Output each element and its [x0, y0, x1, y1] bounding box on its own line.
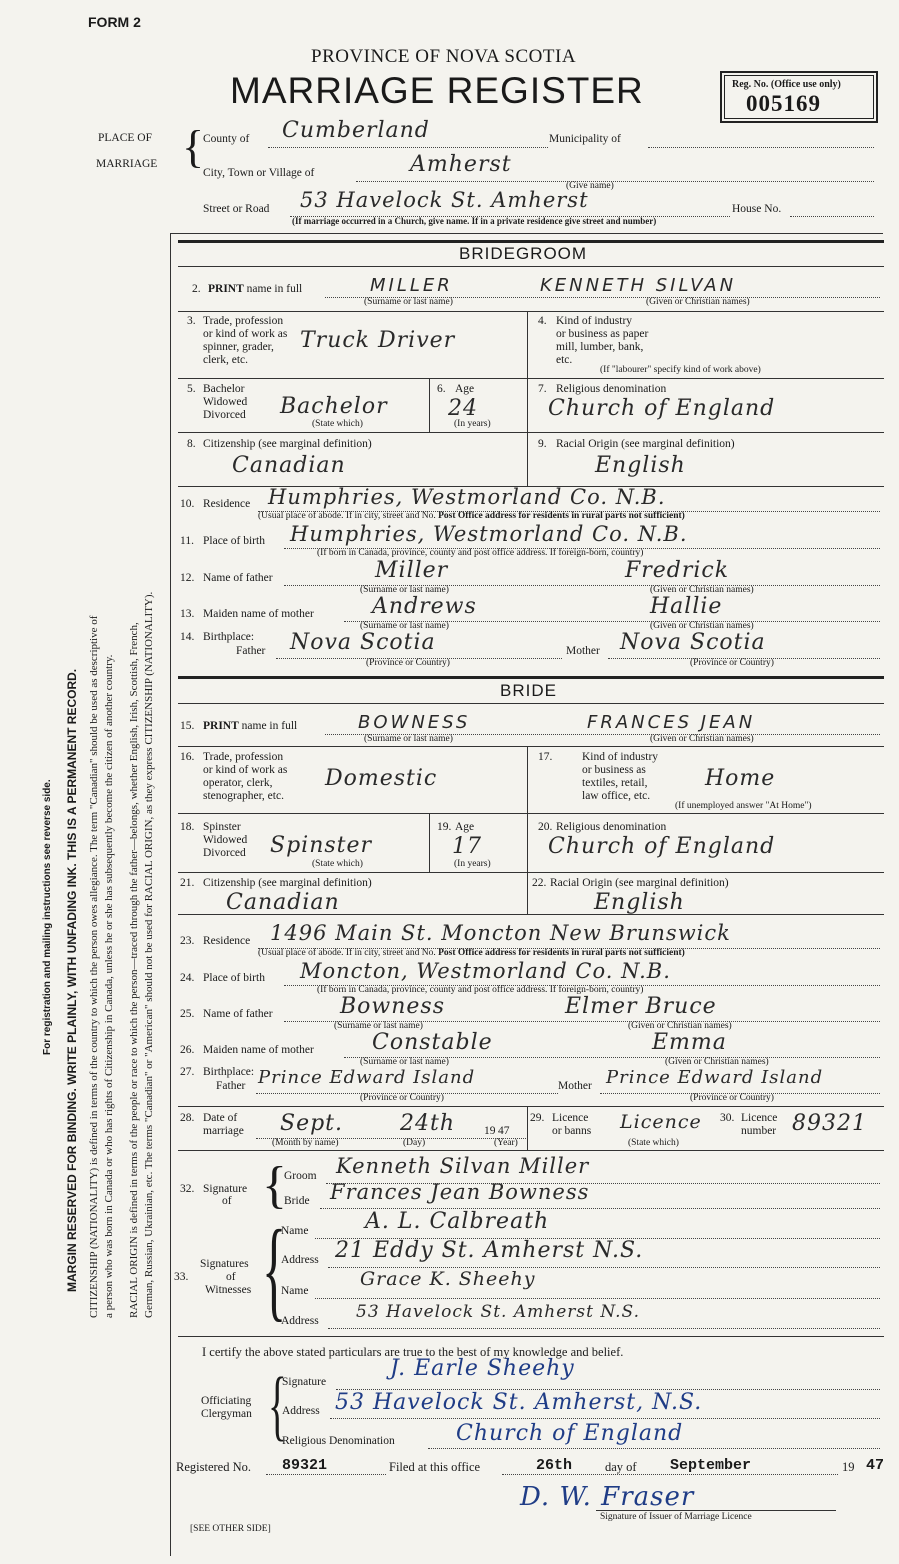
city-value: Amherst	[410, 152, 512, 177]
bp-mother-caption: (Province or Country)	[690, 658, 774, 668]
licno-label-l2: number	[741, 1125, 777, 1137]
margin-racial-def-1: RACIAL ORIGIN is defined in terms of the people or race to which the person—traced through the father—belongs, whether English, Irish, Scottish, French,	[128, 622, 140, 1318]
residence-note-b: Post Office address for residents in rural parts not sufficient)	[438, 511, 685, 521]
groom-trade-l1: Trade, profession	[203, 315, 284, 327]
bride-ind-l3: textiles, retail,	[582, 777, 648, 789]
wit-label-l1: Signatures	[200, 1258, 249, 1270]
off-label-l2: Clergyman	[201, 1408, 252, 1420]
bride-surname: BOWNESS	[358, 712, 471, 733]
bride-ind-l4: law office, etc.	[582, 790, 651, 802]
off-address-line	[330, 1418, 880, 1419]
residence-note-b: Post Office address for residents in rural parts not sufficient)	[438, 948, 685, 958]
rule	[178, 311, 884, 312]
bride-bp-label: Birthplace:	[203, 1066, 255, 1078]
bride-bp-mother-caption: (Province or Country)	[690, 1093, 774, 1103]
bride-print-label	[203, 720, 297, 733]
groom-n14: 14.	[180, 631, 195, 643]
father-given-caption: (Given or Christian names)	[650, 585, 754, 595]
bride-status: Spinster	[270, 833, 373, 858]
groom-status: Bachelor	[280, 394, 388, 419]
bride-n24: 24.	[180, 972, 195, 984]
bride-given-caption: (Given or Christian names)	[650, 734, 754, 744]
groom-n12: 12.	[180, 572, 195, 584]
w2-address: 53 Havelock St. Amherst N.S.	[356, 1302, 640, 1322]
groom-bp-label: Birthplace:	[203, 631, 255, 643]
page-title: MARRIAGE REGISTER	[230, 70, 644, 111]
wit-label-l3: Witnesses	[205, 1284, 252, 1296]
registered-label: Registered No.	[176, 1460, 251, 1474]
w2-name-line	[315, 1298, 880, 1299]
groom-ind-l1: Kind of industry	[556, 315, 633, 327]
off-denom-line	[428, 1448, 880, 1449]
place-label-a: PLACE OF	[98, 132, 152, 144]
bride-residence-label: Residence	[203, 935, 251, 947]
groom-n6: 6.	[437, 383, 446, 395]
off-denom-label: Religious Denomination	[282, 1435, 395, 1447]
rule	[178, 676, 884, 679]
form-number: FORM 2	[88, 14, 141, 30]
bride-bp-father-label: Father	[216, 1080, 246, 1092]
year-prefix: 19	[484, 1125, 496, 1137]
bride-bp-father-caption: (Province or Country)	[360, 1093, 444, 1103]
bride-trade-l4: stenographer, etc.	[203, 790, 284, 802]
bride-age: 17	[452, 834, 482, 859]
bride-citizenship: Canadian	[226, 890, 340, 915]
margin-citizenship-def-1: CITIZENSHIP (NATIONALITY) is defined in terms of the country to which the person owes allegiance. The term "Canadian" should be used as descriptive of	[88, 615, 100, 1318]
groom-father-surname: Miller	[375, 558, 449, 583]
county-value: Cumberland	[282, 118, 430, 143]
groom-trade-l2: or kind of work as	[203, 328, 288, 340]
groom-bp-mother-label: Mother	[566, 645, 600, 657]
w2-address-label: Address	[281, 1315, 319, 1327]
groom-mother-surname: Andrews	[372, 594, 477, 619]
bride-n23: 23.	[180, 935, 195, 947]
off-address-label: Address	[282, 1405, 320, 1417]
bride-residence: 1496 Main St. Moncton New Brunswick	[270, 921, 731, 945]
groom-status-l3: Divorced	[203, 409, 246, 421]
groom-ind-l3: mill, lumber, bank,	[556, 341, 644, 353]
given-caption: (Given or Christian names)	[646, 297, 750, 307]
bride-signature: Frances Jean Bowness	[330, 1180, 590, 1204]
state-which-caption: (State which)	[312, 419, 363, 429]
groom-father-label: Name of father	[203, 572, 273, 584]
bride-state-which: (State which)	[312, 859, 363, 869]
groom-ind-note: (If "labourer" specify kind of work above)	[600, 365, 761, 375]
bride-n27: 27.	[180, 1066, 195, 1078]
groom-ind-l2: or business as paper	[556, 328, 649, 340]
bride-n20: 20.	[538, 821, 553, 833]
bride-status-l2: Widowed	[203, 834, 248, 846]
w2-name-label: Name	[281, 1285, 309, 1297]
bride-given: FRANCES JEAN	[587, 712, 756, 733]
surname-caption: (Surname or last name)	[364, 297, 453, 307]
licence-state-which: (State which)	[628, 1138, 679, 1148]
groom-residence: Humphries, Westmorland Co. N.B.	[268, 485, 666, 509]
groom-n5: 5.	[187, 383, 196, 395]
rule	[178, 1150, 884, 1151]
rule	[527, 311, 528, 378]
rule	[178, 240, 884, 243]
month-caption: (Month by name)	[272, 1138, 339, 1148]
groom-racial: English	[595, 453, 686, 478]
groom-age: 24	[448, 396, 478, 421]
wit-n33: 33.	[174, 1271, 189, 1283]
bride-n22: 22.	[532, 877, 547, 889]
county-label: County of	[203, 133, 250, 145]
place-label-b: MARRIAGE	[96, 158, 158, 170]
bride-mother-surname-caption: (Surname or last name)	[360, 1057, 449, 1067]
bride-status-l3: Divorced	[203, 847, 246, 859]
certify-statement: I certify the above stated particulars are true to the best of my knowledge and belief.	[202, 1345, 624, 1359]
bride-mother-given: Emma	[652, 1030, 727, 1055]
marriage-year: 47	[498, 1125, 510, 1137]
rule	[429, 813, 430, 872]
father-surname-caption: (Surname or last name)	[360, 585, 449, 595]
city-line	[356, 181, 874, 182]
residence-note-a: (Usual place of abode. If in city, street and No.	[258, 948, 436, 958]
give-name-caption: (Give name)	[566, 181, 614, 191]
date-label-l1: Date of	[203, 1112, 238, 1124]
bride-n16: 16.	[180, 751, 195, 763]
groom-n8: 8.	[187, 438, 196, 450]
house-label: House No.	[732, 203, 782, 215]
groom-bp-father: Nova Scotia	[290, 630, 436, 655]
bride-racial: English	[594, 890, 685, 915]
bride-status-l1: Spinster	[203, 821, 241, 833]
licence-label-l1: Licence	[552, 1112, 589, 1124]
marriage-n28: 28.	[180, 1112, 195, 1124]
w1-address-label: Address	[281, 1254, 319, 1266]
groom-father-given: Fredrick	[625, 558, 730, 583]
rule	[178, 378, 884, 379]
bride-mother-label: Maiden name of mother	[203, 1044, 314, 1056]
groom-trade-l3: spinner, grader,	[203, 341, 274, 353]
bride-n25: 25.	[180, 1008, 195, 1020]
rule	[429, 378, 430, 432]
residence-note	[258, 511, 685, 521]
street-label: Street or Road	[203, 203, 270, 215]
bride-father-given: Elmer Bruce	[565, 994, 717, 1019]
groom-citizenship-label: Citizenship (see marginal definition)	[203, 438, 372, 450]
bp-father-caption: (Province or Country)	[366, 658, 450, 668]
groom-religion: Church of England	[548, 396, 776, 421]
groom-print-label	[208, 283, 302, 296]
bride-ind-note: (If unemployed answer "At Home")	[675, 801, 812, 811]
filed-year: 47	[866, 1457, 885, 1474]
bride-surname-caption: (Surname or last name)	[364, 734, 453, 744]
w2-name: Grace K. Sheehy	[360, 1268, 536, 1290]
licence-type: Licence	[620, 1111, 702, 1133]
name-in-full-label: name in full	[246, 283, 303, 295]
name-in-full-label: name in full	[241, 720, 298, 732]
bride-trade-l1: Trade, profession	[203, 751, 284, 763]
residence-note-a: (Usual place of abode. If in city, street and No.	[258, 511, 436, 521]
w1-name-label: Name	[281, 1225, 309, 1237]
rule	[527, 378, 528, 432]
groom-given: KENNETH SILVAN	[540, 275, 737, 296]
reg-number-box	[720, 71, 878, 123]
bride-bp-mother: Prince Edward Island	[606, 1067, 824, 1088]
rule	[178, 703, 884, 704]
groom-n13: 13.	[180, 608, 195, 620]
in-years-caption: (In years)	[454, 419, 491, 429]
groom-bp-father-label: Father	[236, 645, 266, 657]
mother-surname-caption: (Surname or last name)	[360, 621, 449, 631]
groom-status-l2: Widowed	[203, 396, 248, 408]
province-title: PROVINCE OF NOVA SCOTIA	[311, 46, 577, 67]
bride-father-surname-caption: (Surname or last name)	[334, 1021, 423, 1031]
groom-n3: 3.	[187, 315, 196, 327]
w1-address: 21 Eddy St. Amherst N.S.	[335, 1238, 644, 1263]
rule	[178, 813, 884, 814]
bride-heading: BRIDE	[500, 681, 557, 700]
groom-n2: 2.	[192, 283, 201, 295]
bride-religion: Church of England	[548, 834, 776, 859]
bride-bp-mother-label: Mother	[558, 1080, 592, 1092]
groom-n10: 10.	[180, 498, 195, 510]
year-caption: (Year)	[494, 1138, 518, 1148]
registered-number: 89321	[282, 1457, 328, 1474]
rule	[178, 746, 884, 747]
groom-signature: Kenneth Silvan Miller	[336, 1154, 590, 1178]
bride-birth-label: Place of birth	[203, 972, 265, 984]
bridegroom-heading: BRIDEGROOM	[459, 244, 588, 263]
bride-ind-l2: or business as	[582, 764, 646, 776]
bride-sig-label: Bride	[284, 1195, 310, 1207]
city-label: City, Town or Village of	[203, 167, 315, 179]
see-other-side: [SEE OTHER SIDE]	[190, 1524, 271, 1534]
issuer-caption: Signature of Issuer of Marriage Licence	[600, 1512, 752, 1522]
licence-number: 89321	[792, 1111, 867, 1136]
sig-brace: {	[262, 1157, 287, 1214]
bride-ind: Home	[705, 766, 776, 791]
date-label-l2: marriage	[203, 1125, 244, 1137]
reg-number: 005169	[746, 91, 821, 116]
groom-ind-l4: etc.	[556, 354, 573, 366]
groom-birth-label: Place of birth	[203, 535, 265, 547]
licence-label-l2: or banns	[552, 1125, 592, 1137]
marriage-day: 24th	[400, 1111, 456, 1136]
bride-n26: 26.	[180, 1044, 195, 1056]
street-value: 53 Havelock St. Amherst	[300, 188, 589, 212]
rule	[178, 872, 884, 873]
sig-label-l1: Signature	[203, 1183, 248, 1195]
bride-racial-label: Racial Origin (see marginal definition)	[550, 877, 729, 889]
bride-ind-l1: Kind of industry	[582, 751, 659, 763]
place-note: (If marriage occurred in a Church, give name. If in a private residence give street and number)	[292, 216, 657, 226]
bride-mother-given-caption: (Given or Christian names)	[665, 1057, 769, 1067]
sig-label-l2: of	[222, 1195, 232, 1207]
bride-trade-l2: or kind of work as	[203, 764, 288, 776]
bride-birth: Moncton, Westmorland Co. N.B.	[300, 959, 671, 983]
rule	[178, 1106, 884, 1107]
off-brace: {	[268, 1361, 287, 1448]
off-label-l1: Officiating	[201, 1395, 252, 1407]
groom-surname: MILLER	[370, 275, 453, 296]
bride-n21: 21.	[180, 877, 195, 889]
off-denom: Church of England	[456, 1421, 684, 1446]
print-word: PRINT	[203, 720, 239, 732]
off-signature: J. Earle Sheehy	[390, 1356, 575, 1381]
reg-number-label: Reg. No. (Office use only)	[732, 79, 841, 90]
municipality-label: Municipality of	[549, 133, 621, 145]
wit-label-l2: of	[226, 1271, 236, 1283]
issuer-signature: D. W. Fraser	[520, 1482, 695, 1512]
groom-trade: Truck Driver	[300, 328, 456, 353]
rule	[178, 914, 884, 915]
groom-trade-l4: clerk, etc.	[203, 354, 249, 366]
off-sig-label: Signature	[282, 1376, 327, 1388]
rule	[527, 1106, 528, 1150]
bride-father-surname: Bowness	[340, 994, 446, 1019]
day-caption: (Day)	[403, 1138, 426, 1148]
margin-instructions: For registration and mailing instructions see reverse side.	[42, 779, 53, 1055]
rule	[527, 746, 528, 813]
place-brace: {	[182, 121, 205, 172]
rule	[178, 266, 884, 267]
issuer-line	[596, 1510, 836, 1511]
marriage-month: Sept.	[280, 1111, 344, 1136]
margin-racial-def-2: German, Russian, Ukrainian, etc. The terms "Canadian" or "American" should not be used for RACIAL ORIGIN, as they express CITIZENSHIP (NATIONALITY).	[143, 591, 155, 1318]
filed-month: September	[670, 1457, 752, 1474]
bride-n18: 18.	[180, 821, 195, 833]
w2-address-line	[328, 1328, 880, 1329]
groom-residence-label: Residence	[203, 498, 251, 510]
rule	[527, 813, 528, 872]
groom-n7: 7.	[538, 383, 547, 395]
bride-bp-father: Prince Edward Island	[258, 1067, 476, 1088]
bride-in-years: (In years)	[454, 859, 491, 869]
groom-n4: 4.	[538, 315, 547, 327]
licno-label-l1: Licence	[741, 1112, 778, 1124]
county-line	[268, 147, 548, 148]
groom-birth: Humphries, Westmorland Co. N.B.	[290, 522, 688, 546]
bride-birth-note: (If born in Canada, province, county and post office address. If foreign-born, country)	[317, 985, 644, 995]
bride-n19: 19.	[437, 821, 452, 833]
groom-n11: 11.	[180, 535, 194, 547]
birth-note: (If born in Canada, province, county and post office address. If foreign-born, country)	[317, 548, 644, 558]
groom-status-l1: Bachelor	[203, 383, 245, 395]
municipality-line	[648, 147, 874, 148]
groom-mother-label: Maiden name of mother	[203, 608, 314, 620]
groom-n9: 9.	[538, 438, 547, 450]
filed-line	[502, 1474, 838, 1475]
rule	[178, 432, 884, 433]
rule	[527, 872, 528, 914]
house-line	[790, 216, 874, 217]
wit-brace: {	[262, 1208, 287, 1332]
bride-citizenship-label: Citizenship (see marginal definition)	[203, 877, 372, 889]
bride-age-label: Age	[455, 821, 475, 833]
groom-bp-mother: Nova Scotia	[620, 630, 766, 655]
margin-warning: MARGIN RESERVED FOR BINDING. WRITE PLAINLY, WITH UNFADING INK. THIS IS A PERMANENT RECORD.	[65, 668, 79, 1292]
registered-line	[266, 1474, 386, 1475]
bride-father-given-caption: (Given or Christian names)	[628, 1021, 732, 1031]
filed-year-prefix: 19	[842, 1460, 855, 1474]
rule	[178, 1336, 884, 1337]
w1-name: A. L. Calbreath	[365, 1209, 550, 1234]
off-address: 53 Havelock St. Amherst, N.S.	[335, 1390, 703, 1415]
filed-label: Filed at this office	[389, 1460, 481, 1474]
groom-sig-label: Groom	[284, 1170, 317, 1182]
rule	[527, 432, 528, 486]
groom-religion-label: Religious denomination	[556, 383, 667, 395]
groom-racial-label: Racial Origin (see marginal definition)	[556, 438, 735, 450]
filed-day: 26th	[536, 1457, 573, 1474]
print-word: PRINT	[208, 283, 244, 295]
groom-citizenship: Canadian	[232, 453, 346, 478]
sig-n32: 32.	[180, 1183, 195, 1195]
day-of-label: day of	[605, 1460, 637, 1474]
mother-given-caption: (Given or Christian names)	[650, 621, 754, 631]
bride-n15: 15.	[180, 720, 195, 732]
bride-trade: Domestic	[325, 766, 438, 791]
marriage-n30: 30.	[720, 1112, 735, 1124]
margin-citizenship-def-2: a person who was born in Canada or who has rights of Citizenship in Canada, unless he or she has subsequently become the citizen of another country.	[103, 654, 115, 1318]
groom-mother-given: Hallie	[650, 594, 723, 619]
groom-age-label: Age	[455, 383, 475, 395]
bride-religion-label: Religious denomination	[556, 821, 667, 833]
bride-trade-l3: operator, clerk,	[203, 777, 273, 789]
marriage-n29: 29.	[530, 1112, 545, 1124]
bride-n17: 17.	[538, 751, 553, 763]
bride-residence-note	[258, 948, 685, 958]
bride-father-label: Name of father	[203, 1008, 273, 1020]
bride-mother-surname: Constable	[372, 1030, 493, 1055]
